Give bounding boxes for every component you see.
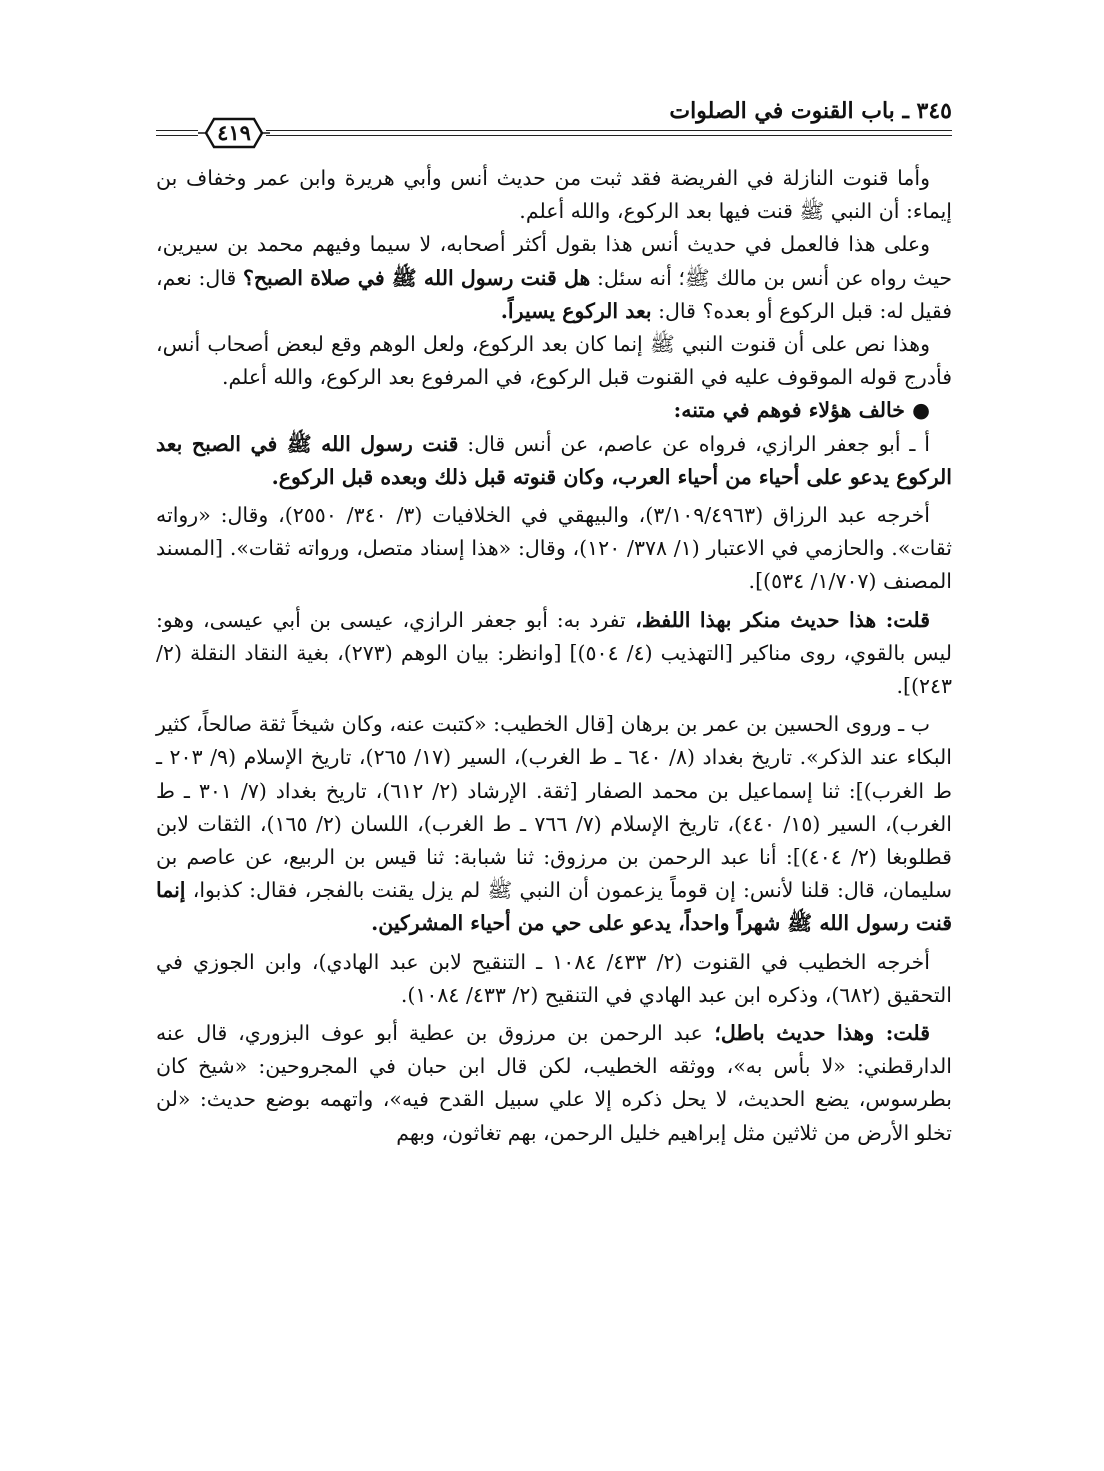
paragraph (156, 1017, 952, 1150)
paragraph: وهذا نص على أن قنوت النبي ﷺ إنما كان بعد الركوع، ولعل الوهم وقع لبعض أصحاب أنس، فأدرج قوله الموقوف عليه في القنوت قبل الركوع، في المرفوع بعد الركوع، والله أعلم. (156, 332, 952, 390)
bold-quote: قلت: وهذا حديث باطل؛ (702, 1021, 930, 1046)
text-run: ب ـ وروى الحسين بن عمر بن برهان [قال الخطيب: «كتبت عنه، وكان شيخاً ثقة صالحاً، كثير البكاء عند الذكر». تاريخ بغداد (٨/ ٦٤٠ ـ ط الغرب)، السير (١٧/ ٢٦٥)، تاريخ الإسلام (٩/ ٢٠٣ ـ ط الغرب)]: ثنا إسماعيل بن محمد الصفار [ثقة. الإرشاد (٢/ ٦١٢)، تاريخ بغداد (٧/ ٣٠١ ـ ط الغرب)، السير (١٥/ ٤٤٠)، تاريخ الإسلام (٧/ ٧٦٦ ـ ط الغرب)، اللسان (٢/ ١٦٥)، الثقات لابن قطلوبغا (٢/ ٤٠٤)]: أنا عبد الرحمن بن مرزوق: ثنا شبابة: ثنا قيس بن الربيع، عن عاصم بن سليمان، قال: قلنا لأنس: إن قوماً يزعمون أن النبي ﷺ لم يزل يقنت بالفجر، فقال: كذبوا، (156, 712, 952, 903)
header-rule (156, 130, 198, 131)
page-body (156, 162, 952, 1150)
header-rule (266, 135, 952, 136)
paragraph (156, 428, 952, 494)
paragraph (156, 604, 952, 704)
text-run: وعلى هذا فالعمل في حديث أنس هذا بقول أكثر أصحابه، لا سيما وفيهم محمد بن سيرين، حيث رواه عن أنس بن مالك ﷺ؛ أنه سئل: (156, 232, 952, 290)
bold-quote: بعد الركوع يسيراً. (500, 298, 652, 323)
chapter-title: ٣٤٥ ـ باب القنوت في الصلوات (669, 98, 952, 124)
page-number: ٤١٩ (217, 120, 251, 145)
bold-quote: هل قنت رسول الله ﷺ في صلاة الصبح؟ (242, 265, 591, 290)
paragraph (156, 228, 952, 328)
bold-quote: إنما قنت رسول الله ﷺ شهراً واحداً، يدعو على حي من أحياء المشركين. (156, 878, 952, 936)
text-run: أ ـ أبو جعفر الرازي، فرواه عن عاصم، عن أنس قال: (458, 431, 930, 456)
bold-quote: قلت: هذا حديث منكر بهذا اللفظ، (625, 607, 930, 632)
header-rule (156, 135, 198, 136)
paragraph: أخرجه عبد الرزاق (٣/١٠٩/٤٩٦٣)، والبيهقي في الخلافيات (٣/ ٣٤٠/ ٢٥٥٠)، وقال: «رواته ثقات». والحازمي في الاعتبار (١/ ٣٧٨/ ١٢٠)، وقال: «هذا إسناد متصل، ورواته ثقات». [المسند المصنف (١/٧٠٧/ ٥٣٤)]. (156, 503, 952, 594)
page-header (156, 92, 952, 145)
paragraph: أخرجه الخطيب في القنوت (٢/ ٤٣٣/ ١٠٨٤ ـ التنقيح لابن عبد الهادي)، وابن الجوزي في التحقيق (٦٨٢)، وذكره ابن عبد الهادي في التنقيح (٢/ ٤٣٣/ ١٠٨٤). (156, 949, 952, 1007)
page-number-badge (196, 114, 272, 152)
text-run: عبد الرحمن بن مرزوق بن عطية أبو عوف البزوري، قال عنه الدارقطني: «لا بأس به»، ووثقه الخطيب، لكن قال ابن حبان في المجروحين: «شيخ كان بطرسوس، يضع الحديث، لا يحل ذكره إلا علي سبيل القدح فيه»، واتهمه بوضع حديث: «لن تخلو الأرض من ثلاثين مثل إبراهيم خليل الرحمن، بهم تغاثون، وبهم (156, 1021, 952, 1145)
text-run: قال: نعم، فقيل له: قبل الركوع أو بعده؟ قال: (156, 265, 952, 323)
text-run: تفرد به: أبو جعفر الرازي، عيسى بن أبي عيسى، وهو: ليس بالقوي، روى مناكير [التهذيب (٤/ ٥٠٤)] [وانظر: بيان الوهم (٢٧٣)، بغية النقاد النقلة (٢/ ٢٤٣)]. (156, 607, 952, 699)
header-rule (266, 130, 952, 131)
bold-quote: قنت رسول الله ﷺ في الصبح بعد الركوع يدعو على أحياء من أحياء العرب، وكان قنوته قبل ذلك وبعده قبل الركوع. (156, 431, 952, 489)
paragraph (156, 708, 952, 940)
paragraph: وأما قنوت النازلة في الفريضة فقد ثبت من حديث أنس وأبي هريرة وابن عمر وخفاف بن إيماء: أن النبي ﷺ قنت فيها بعد الركوع، والله أعلم. (156, 166, 952, 224)
bullet-heading: ● خالف هؤلاء فوهم في متنه: (673, 398, 930, 423)
